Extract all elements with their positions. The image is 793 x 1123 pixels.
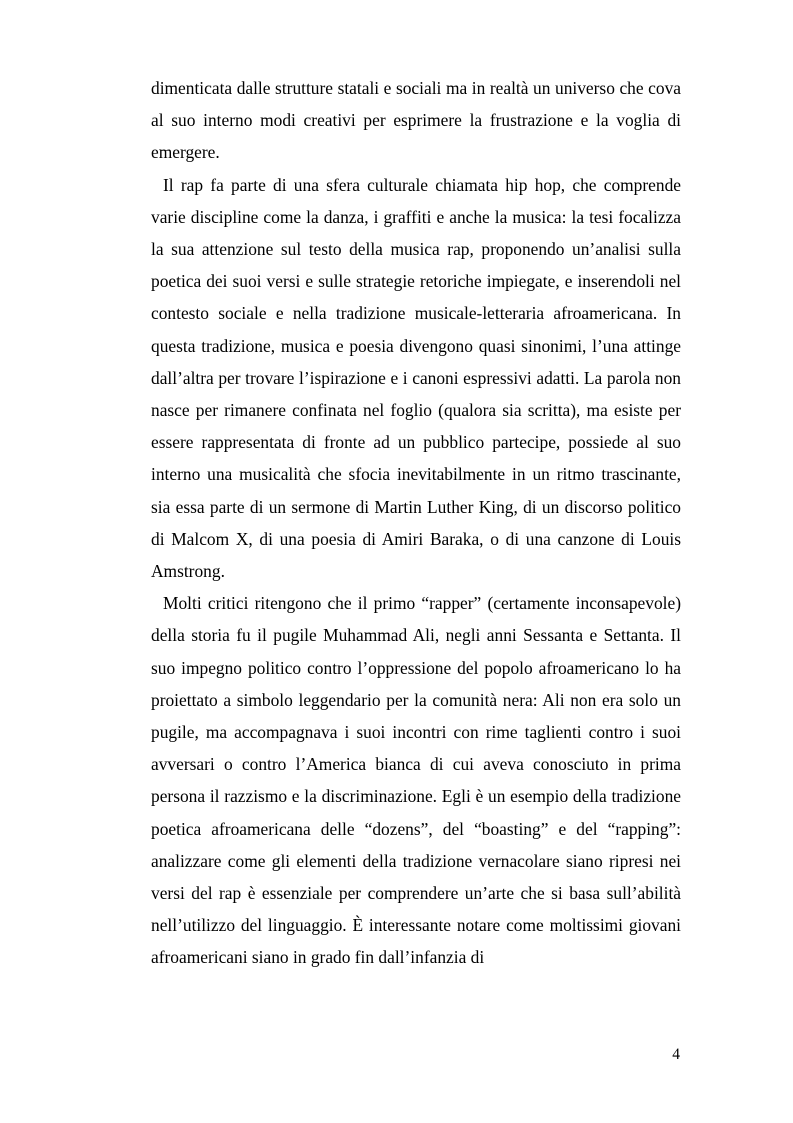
paragraph-3: Molti critici ritengono che il primo “rapper” (certamente inconsapevole) della storia fu il pugile Muhammad Ali, negli anni Sessanta e Settanta. Il suo impegno politico contro l’oppressione del popolo afroamericano lo ha proiettato a simbolo leggendario per la comunità nera: Ali non era solo un pugile, ma accompagnava i suoi incontri con rime taglienti contro i suoi avversari o contro l’America bianca di cui aveva conosciuto in prima persona il razzismo e la discriminazione. Egli è un esempio della tradizione poetica afroamericana delle “dozens”, del “boasting” e del “rapping”: analizzare come gli elementi della tradizione vernacolare siano ripresi nei versi del rap è essenziale per comprendere un’arte che si basa sull’abilità nell’utilizzo del linguaggio. È interessante notare come moltissimi giovani afroamericani siano in grado fin dall’infanzia di [151,593,681,968]
paragraph-1: dimenticata dalle strutture statali e sociali ma in realtà un universo che cova al suo interno modi creativi per esprimere la frustrazione e la voglia di emergere. [151,78,681,163]
page-number: 4 [672,1046,680,1063]
paragraph-2: Il rap fa parte di una sfera culturale chiamata hip hop, che comprende varie discipline come la danza, i graffiti e anche la musica: la tesi focalizza la sua attenzione sul testo della musica rap, proponendo un’analisi sulla poetica dei suoi versi e sulle strategie retoriche impiegate, e inserendoli nel contesto sociale e nella tradizione musicale-letteraria afroamericana. In questa tradizione, musica e poesia divengono quasi sinonimi, l’una attinge dall’altra per trovare l’ispirazione e i canoni espressivi adatti. La parola non nasce per rimanere confinata nel foglio (qualora sia scritta), ma esiste per essere rappresentata di fronte ad un pubblico partecipe, possiede al suo interno una musicalità che sfocia inevitabilmente in un ritmo trascinante, sia essa parte di un sermone di Martin Luther King, di un discorso politico di Malcom X, di una poesia di Amiri Baraka, o di una canzone di Louis Amstrong. [151,174,681,582]
page-body [151,72,681,974]
